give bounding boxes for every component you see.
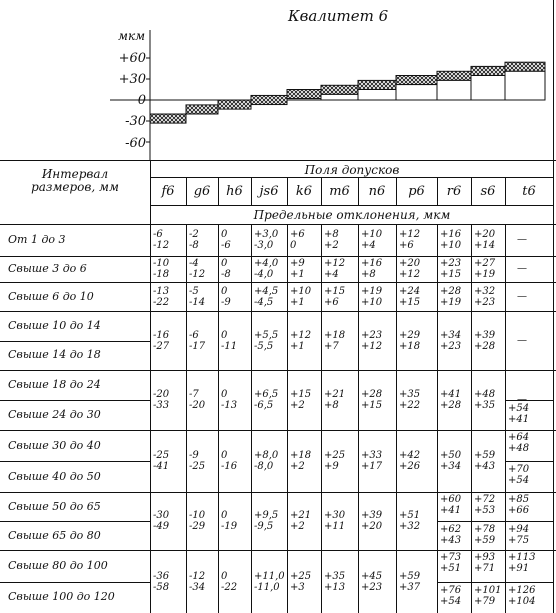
row-label: Свыше 50 до 65 <box>8 500 101 513</box>
tick-label: -60 <box>125 136 146 151</box>
lower-deviation: -29 <box>189 521 206 532</box>
upper-deviation: -12 <box>189 571 206 582</box>
chart-unit: мкм <box>118 29 146 43</box>
upper-deviation: +73 <box>440 552 462 563</box>
row-divider <box>0 341 150 342</box>
upper-deviation: +76 <box>440 585 462 596</box>
lower-deviation: +18 <box>399 341 421 352</box>
upper-deviation: +50 <box>440 450 462 461</box>
row-divider <box>0 311 556 312</box>
upper-deviation: 0 <box>221 389 228 400</box>
lower-deviation: -22 <box>221 582 238 593</box>
lower-deviation: -16 <box>221 461 238 472</box>
lower-deviation: -11 <box>221 341 238 352</box>
lower-deviation: +8 <box>324 400 339 411</box>
column-header: n6 <box>368 184 386 199</box>
lower-deviation: -12 <box>153 240 170 251</box>
lower-deviation: +12 <box>361 341 383 352</box>
upper-deviation: +10 <box>290 286 312 297</box>
col-divider <box>150 160 151 613</box>
upper-deviation: +78 <box>474 524 496 535</box>
row-divider <box>437 582 471 583</box>
upper-deviation: 0 <box>221 450 228 461</box>
deviations-header: Предельные отклонения, мкм <box>253 208 451 222</box>
upper-deviation: +4,0 <box>254 258 279 269</box>
upper-deviation: -20 <box>153 389 170 400</box>
upper-deviation: +28 <box>361 389 383 400</box>
upper-deviation: +33 <box>361 450 383 461</box>
lower-deviation: -14 <box>189 297 206 308</box>
upper-deviation: +23 <box>361 330 383 341</box>
upper-deviation: +72 <box>474 494 496 505</box>
lower-deviation: +71 <box>474 563 496 574</box>
lower-deviation: -20 <box>189 400 206 411</box>
upper-deviation: +16 <box>361 258 383 269</box>
lower-deviation: -18 <box>153 269 170 280</box>
upper-deviation: +41 <box>440 389 462 400</box>
tolerance-column <box>321 94 358 100</box>
lower-deviation: +4 <box>324 269 339 280</box>
lower-deviation: +54 <box>508 475 530 486</box>
upper-deviation: +39 <box>474 330 496 341</box>
row-divider <box>0 492 556 493</box>
lower-deviation: -22 <box>153 297 170 308</box>
row-label: Свыше 14 до 18 <box>8 348 101 361</box>
lower-deviation: +37 <box>399 582 421 593</box>
lower-deviation: -27 <box>153 341 170 352</box>
lower-deviation: +20 <box>361 521 383 532</box>
upper-deviation: +12 <box>324 258 346 269</box>
upper-deviation: +62 <box>440 524 462 535</box>
row-divider <box>0 256 556 257</box>
upper-deviation: -10 <box>153 258 170 269</box>
row-divider <box>0 282 556 283</box>
upper-deviation: +9,5 <box>254 510 279 521</box>
upper-deviation: 0 <box>221 286 228 297</box>
upper-deviation: +12 <box>290 330 312 341</box>
row-divider <box>0 461 150 462</box>
upper-deviation: +59 <box>399 571 421 582</box>
upper-deviation: +8,0 <box>254 450 279 461</box>
upper-deviation: -9 <box>189 450 199 461</box>
tolerance-column <box>287 99 321 100</box>
lower-deviation: +75 <box>508 535 530 546</box>
upper-deviation: 0 <box>221 571 228 582</box>
upper-deviation: +113 <box>508 552 536 563</box>
lower-deviation: -33 <box>153 400 170 411</box>
lower-deviation: +23 <box>361 582 383 593</box>
lower-deviation: +66 <box>508 505 530 516</box>
column-header: t6 <box>522 184 536 199</box>
tolerance-band <box>471 66 505 75</box>
upper-deviation: +32 <box>474 286 496 297</box>
column-header: r6 <box>446 184 462 199</box>
tolerance-band <box>505 62 545 71</box>
lower-deviation: +32 <box>399 521 421 532</box>
column-header: js6 <box>259 184 279 199</box>
lower-deviation: +35 <box>474 400 496 411</box>
lower-deviation: +28 <box>440 400 462 411</box>
upper-deviation: +18 <box>324 330 346 341</box>
upper-deviation: -25 <box>153 450 170 461</box>
tolerance-band <box>437 71 471 80</box>
upper-deviation: -13 <box>153 286 170 297</box>
upper-deviation: +15 <box>324 286 346 297</box>
empty-mark: — <box>517 234 527 245</box>
lower-deviation: -3,0 <box>254 240 274 251</box>
upper-deviation: -30 <box>153 510 170 521</box>
lower-deviation: +3 <box>290 582 305 593</box>
tick-label: -30 <box>125 114 146 129</box>
lower-deviation: -4,0 <box>254 269 274 280</box>
upper-deviation: +39 <box>361 510 383 521</box>
row-label: Свыше 80 до 100 <box>8 559 108 572</box>
upper-deviation: +85 <box>508 494 530 505</box>
lower-deviation: -9,5 <box>254 521 274 532</box>
upper-deviation: +3,0 <box>254 229 279 240</box>
row-label: Свыше 40 до 50 <box>8 470 101 483</box>
lower-deviation: +41 <box>440 505 462 516</box>
upper-deviation: +126 <box>508 585 536 596</box>
lower-deviation: +15 <box>399 297 421 308</box>
lower-deviation: -4,5 <box>254 297 274 308</box>
upper-deviation: +20 <box>399 258 421 269</box>
lower-deviation: -17 <box>189 341 206 352</box>
upper-deviation: +21 <box>324 389 346 400</box>
sheet-title: Квалитет 6 <box>288 7 389 25</box>
upper-deviation: +23 <box>440 258 462 269</box>
upper-deviation: -2 <box>189 229 199 240</box>
row-divider <box>471 582 505 583</box>
lower-deviation: +13 <box>324 582 346 593</box>
upper-deviation: +29 <box>399 330 421 341</box>
upper-deviation: +5,5 <box>254 330 279 341</box>
upper-deviation: -7 <box>189 389 199 400</box>
lower-deviation: +6 <box>399 240 414 251</box>
upper-deviation: +54 <box>508 403 530 414</box>
lower-deviation: +23 <box>440 341 462 352</box>
lower-deviation: +8 <box>361 269 376 280</box>
header-bottom-border <box>0 224 556 225</box>
lower-deviation: +43 <box>440 535 462 546</box>
row-label: Свыше 6 до 10 <box>8 290 94 303</box>
upper-deviation: +42 <box>399 450 421 461</box>
lower-deviation: +4 <box>361 240 376 251</box>
lower-deviation: +19 <box>440 297 462 308</box>
chart-bars <box>110 30 545 160</box>
row-label: От 1 до 3 <box>8 233 66 246</box>
empty-mark: — <box>517 263 527 274</box>
lower-deviation: -6 <box>221 240 231 251</box>
column-header: p6 <box>408 184 425 199</box>
lower-deviation: +7 <box>324 341 339 352</box>
upper-deviation: +11,0 <box>254 571 285 582</box>
tolerance-band <box>358 80 396 89</box>
lower-deviation: +10 <box>440 240 462 251</box>
lower-deviation: +9 <box>324 461 339 472</box>
upper-deviation: +9 <box>290 258 305 269</box>
tolerance-band <box>150 114 186 123</box>
upper-deviation: +21 <box>290 510 312 521</box>
upper-deviation: 0 <box>221 510 228 521</box>
upper-deviation: +6,5 <box>254 389 279 400</box>
tolerance-column <box>396 85 437 100</box>
lower-deviation: +59 <box>474 535 496 546</box>
upper-deviation: +51 <box>399 510 421 521</box>
lower-deviation: +54 <box>440 596 462 607</box>
row-divider <box>437 521 471 522</box>
upper-deviation: -4 <box>189 258 199 269</box>
row-divider <box>471 521 505 522</box>
tolerance-band <box>321 85 358 94</box>
tolerance-chart <box>0 0 556 160</box>
row-divider <box>0 370 556 371</box>
lower-deviation: +34 <box>440 461 462 472</box>
lower-deviation: +41 <box>508 414 530 425</box>
lower-deviation: +19 <box>474 269 496 280</box>
tolerance-band <box>186 105 218 114</box>
interval-header <box>0 168 150 194</box>
lower-deviation: +1 <box>290 269 305 280</box>
column-header: m6 <box>329 184 350 199</box>
upper-deviation: +12 <box>399 229 421 240</box>
upper-deviation: +19 <box>361 286 383 297</box>
column-header: g6 <box>193 184 211 199</box>
lower-deviation: 0 <box>290 240 297 251</box>
lower-deviation: +104 <box>508 596 536 607</box>
lower-deviation: +12 <box>399 269 421 280</box>
upper-deviation: +35 <box>324 571 346 582</box>
lower-deviation: +51 <box>440 563 462 574</box>
upper-deviation: +4,5 <box>254 286 279 297</box>
lower-deviation: +15 <box>440 269 462 280</box>
upper-deviation: -6 <box>189 330 199 341</box>
lower-deviation: +2 <box>324 240 339 251</box>
empty-mark: — <box>517 291 527 302</box>
lower-deviation: -25 <box>189 461 206 472</box>
upper-deviation: +64 <box>508 432 530 443</box>
upper-deviation: 0 <box>221 330 228 341</box>
lower-deviation: -9 <box>221 297 231 308</box>
lower-deviation: +1 <box>290 341 305 352</box>
lower-deviation: -8 <box>221 269 231 280</box>
lower-deviation: +2 <box>290 400 305 411</box>
header-divider <box>150 205 554 206</box>
lower-deviation: +15 <box>361 400 383 411</box>
upper-deviation: +8 <box>324 229 339 240</box>
lower-deviation: -19 <box>221 521 238 532</box>
row-divider <box>505 521 553 522</box>
upper-deviation: +20 <box>474 229 496 240</box>
tick-label: 0 <box>137 93 146 108</box>
upper-deviation: -16 <box>153 330 170 341</box>
upper-deviation: +6 <box>290 229 305 240</box>
lower-deviation: +43 <box>474 461 496 472</box>
upper-deviation: +25 <box>290 571 312 582</box>
column-header: s6 <box>480 184 496 199</box>
upper-deviation: +35 <box>399 389 421 400</box>
upper-deviation: +30 <box>324 510 346 521</box>
lower-deviation: -49 <box>153 521 170 532</box>
lower-deviation: -58 <box>153 582 170 593</box>
row-label: Свыше 24 до 30 <box>8 408 101 421</box>
tolerance-band <box>287 90 321 99</box>
upper-deviation: -36 <box>153 571 170 582</box>
tolerance-band <box>218 100 251 109</box>
row-label: Свыше 65 до 80 <box>8 529 101 542</box>
upper-deviation: +25 <box>324 450 346 461</box>
lower-deviation: -8,0 <box>254 461 274 472</box>
row-divider <box>0 550 556 551</box>
column-header: h6 <box>226 184 243 199</box>
lower-deviation: +91 <box>508 563 530 574</box>
lower-deviation: -8 <box>189 240 199 251</box>
lower-deviation: -34 <box>189 582 206 593</box>
empty-mark: — <box>517 335 527 346</box>
upper-deviation: +59 <box>474 450 496 461</box>
lower-deviation: -11,0 <box>254 582 280 593</box>
header-divider <box>150 177 554 178</box>
tolerance-column <box>358 90 396 101</box>
upper-deviation: +48 <box>474 389 496 400</box>
lower-deviation: -5,5 <box>254 341 274 352</box>
interval-header-text: Интервал размеров, мм <box>31 167 119 194</box>
lower-deviation: +2 <box>290 521 305 532</box>
upper-deviation: +34 <box>440 330 462 341</box>
lower-deviation: +53 <box>474 505 496 516</box>
table-top-border <box>0 160 556 161</box>
upper-deviation: -5 <box>189 286 199 297</box>
upper-deviation: +101 <box>474 585 502 596</box>
upper-deviation: -10 <box>189 510 206 521</box>
upper-deviation: -6 <box>153 229 163 240</box>
upper-deviation: +16 <box>440 229 462 240</box>
lower-deviation: +17 <box>361 461 383 472</box>
row-divider <box>505 461 553 462</box>
row-label: Свыше 10 до 14 <box>8 319 101 332</box>
tolerance-band <box>396 76 437 85</box>
row-divider <box>0 521 150 522</box>
tolerance-column <box>505 71 545 100</box>
lower-deviation: -41 <box>153 461 170 472</box>
row-label: Свыше 3 до 6 <box>8 262 87 275</box>
row-label: Свыше 18 до 24 <box>8 378 101 391</box>
row-label: Свыше 100 до 120 <box>8 590 115 603</box>
upper-deviation: +60 <box>440 494 462 505</box>
lower-deviation: +28 <box>474 341 496 352</box>
lower-deviation: +11 <box>324 521 346 532</box>
right-border <box>553 0 554 613</box>
lower-deviation: +79 <box>474 596 496 607</box>
upper-deviation: 0 <box>221 229 228 240</box>
row-divider <box>505 582 553 583</box>
lower-deviation: -13 <box>221 400 238 411</box>
row-label: Свыше 30 до 40 <box>8 439 101 452</box>
lower-deviation: +48 <box>508 443 530 454</box>
row-divider <box>0 430 556 431</box>
lower-deviation: -12 <box>189 269 206 280</box>
upper-deviation: +94 <box>508 524 530 535</box>
lower-deviation: +1 <box>290 297 305 308</box>
upper-deviation: +45 <box>361 571 383 582</box>
tolerance-column <box>437 80 471 100</box>
row-divider <box>0 582 150 583</box>
lower-deviation: -6,5 <box>254 400 274 411</box>
tolerance-band <box>251 95 287 104</box>
upper-deviation: +28 <box>440 286 462 297</box>
upper-deviation: +24 <box>399 286 421 297</box>
row-divider <box>505 400 553 401</box>
upper-deviation: 0 <box>221 258 228 269</box>
lower-deviation: +23 <box>474 297 496 308</box>
upper-deviation: +27 <box>474 258 496 269</box>
upper-deviation: +15 <box>290 389 312 400</box>
lower-deviation: +6 <box>324 297 339 308</box>
upper-deviation: +70 <box>508 464 530 475</box>
tick-label: +60 <box>118 51 146 66</box>
tick-label: +30 <box>118 72 146 87</box>
lower-deviation: +22 <box>399 400 421 411</box>
column-header: f6 <box>161 184 175 199</box>
lower-deviation: +2 <box>290 461 305 472</box>
upper-deviation: +93 <box>474 552 496 563</box>
upper-deviation: +10 <box>361 229 383 240</box>
lower-deviation: +10 <box>361 297 383 308</box>
lower-deviation: +26 <box>399 461 421 472</box>
row-divider <box>0 400 150 401</box>
fields-header: Поля допусков <box>304 163 400 177</box>
upper-deviation: +18 <box>290 450 312 461</box>
lower-deviation: +14 <box>474 240 496 251</box>
tolerance-column <box>471 76 505 101</box>
column-header: k6 <box>295 184 313 199</box>
